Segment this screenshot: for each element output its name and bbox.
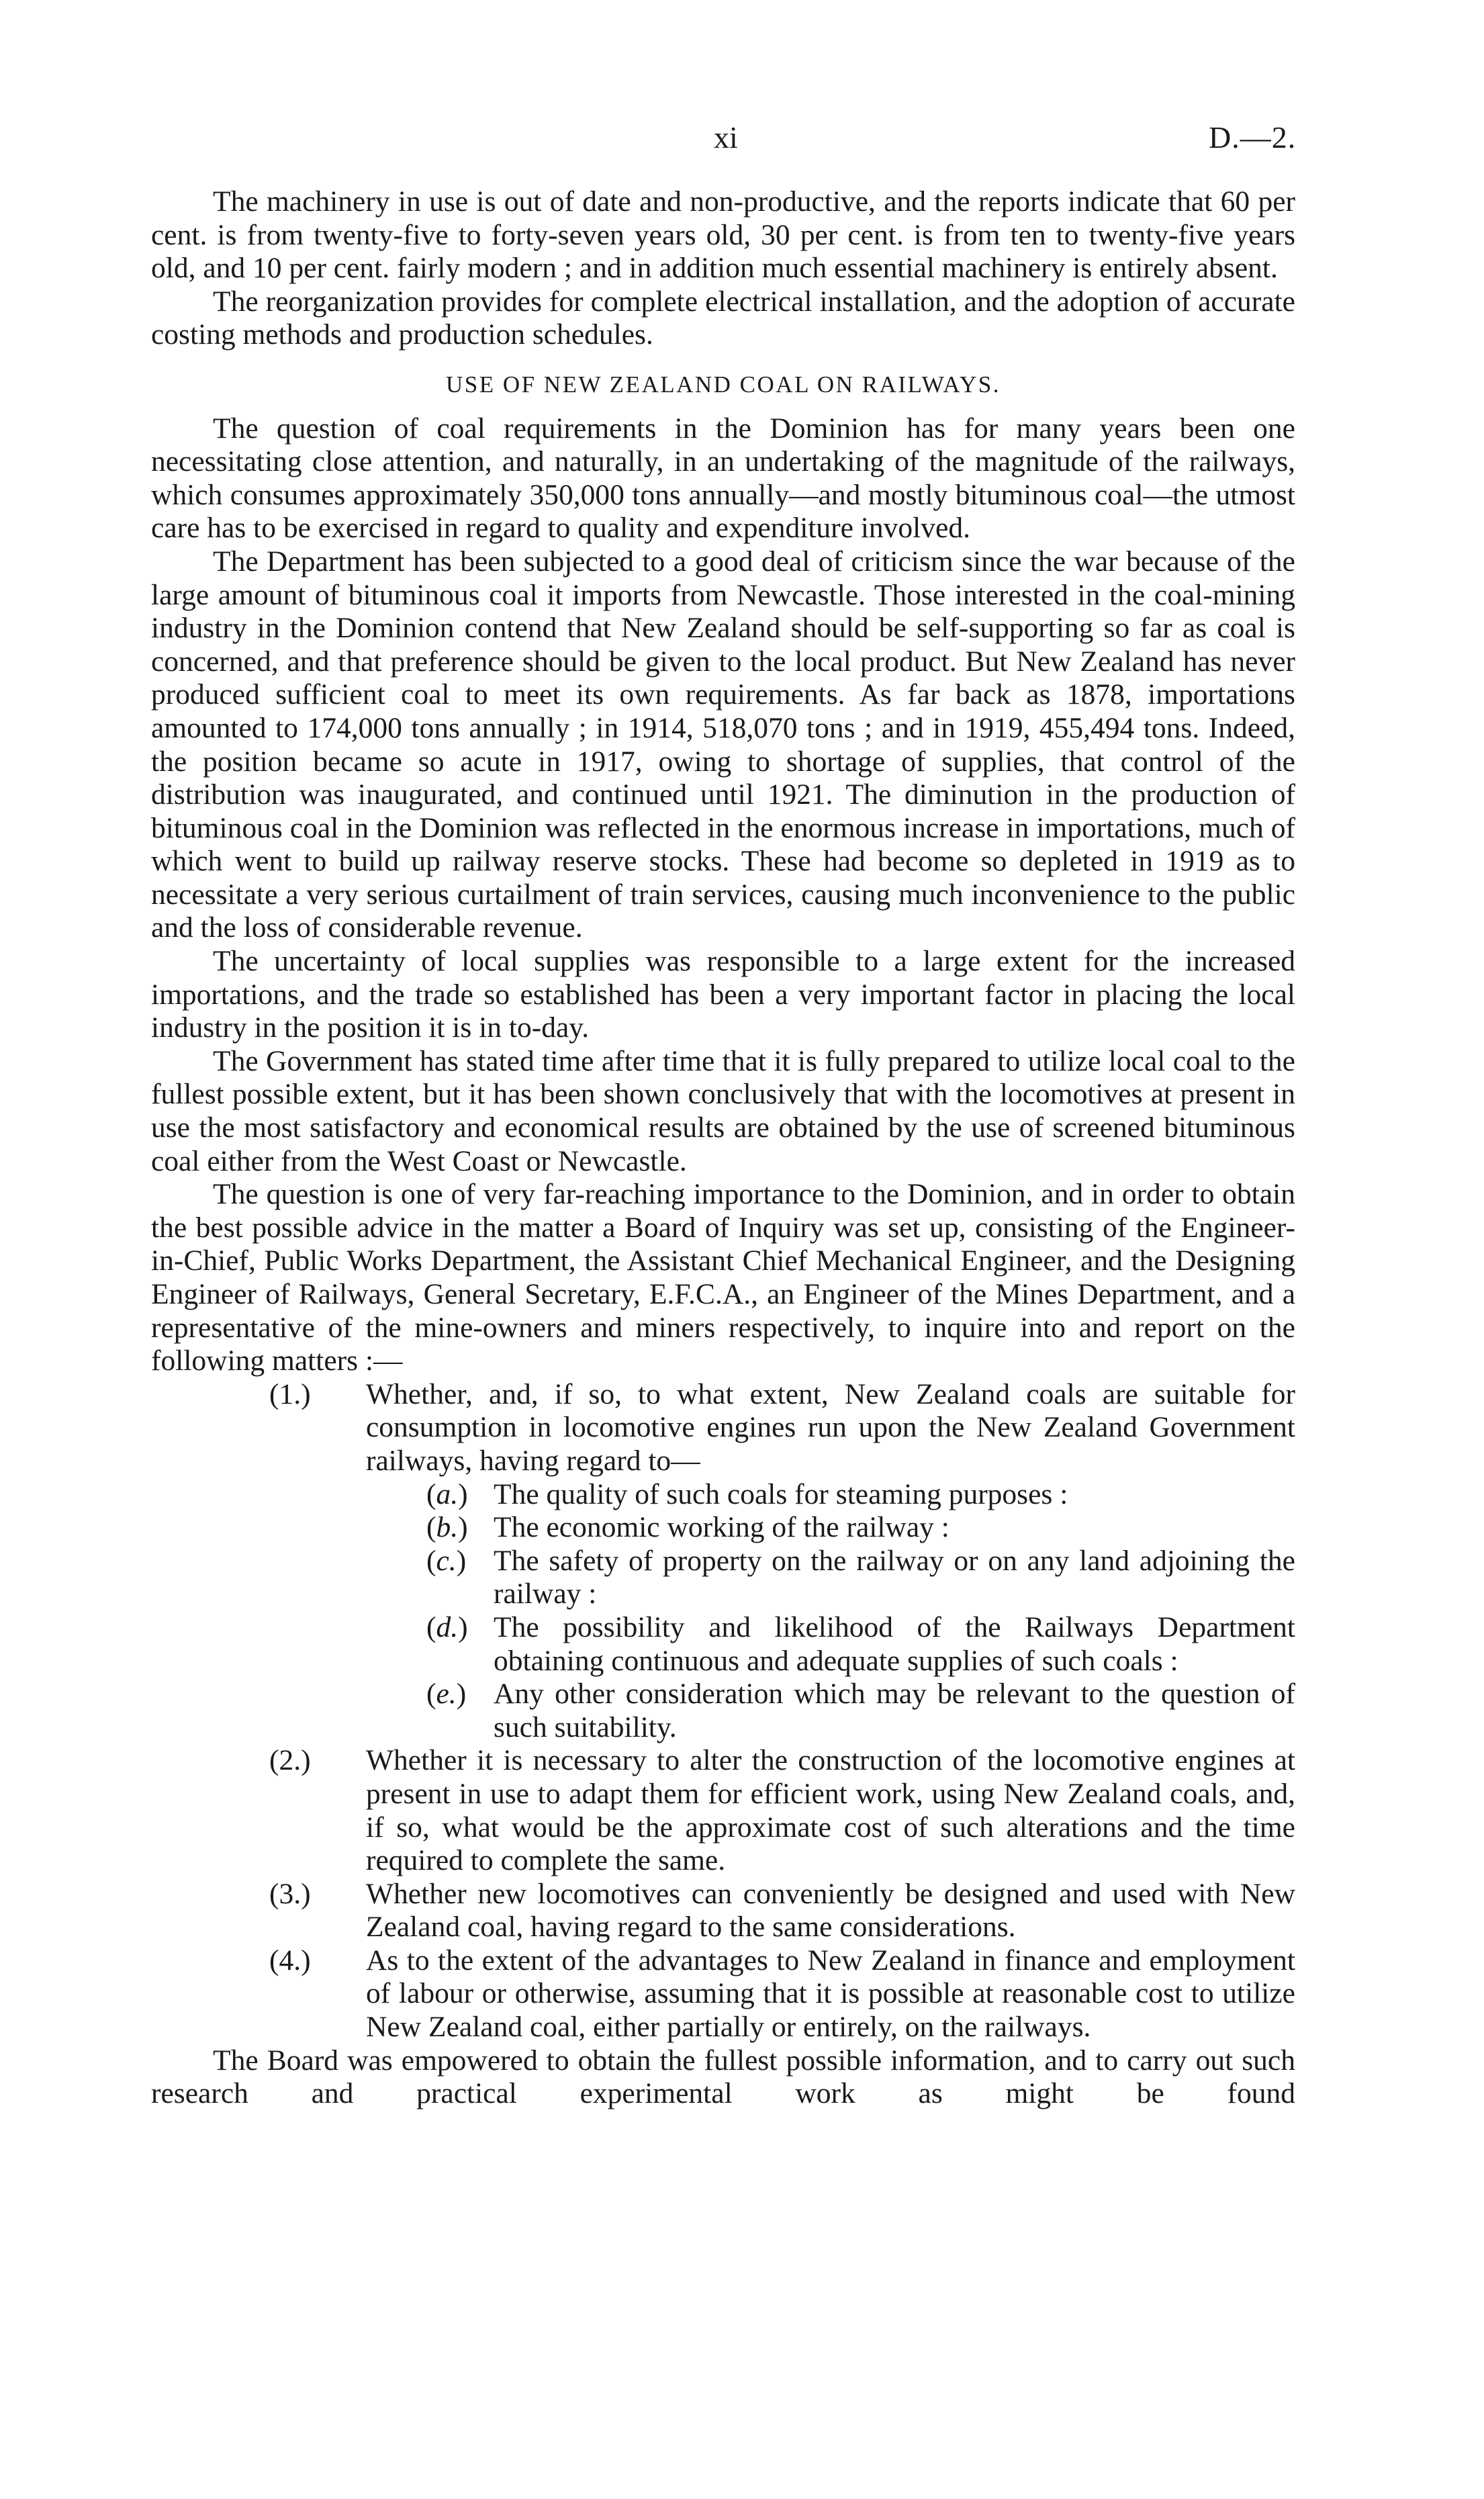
sub-matter-text: The economic working of the railway : bbox=[494, 1511, 949, 1544]
paragraph-reorganization: The reorganization provides for complete electrical installation, and the adoption of accurate costing methods and production schedules. bbox=[151, 285, 1295, 351]
matter-marker: (1.) bbox=[269, 1377, 311, 1410]
paragraph-government: The Government has stated time after time that it is fully prepared to utilize local coal to the fullest possible extent, but it has been shown conclusively that with the locomotives at present in use the most satisfactory and economical results are obtained by the use of screened bituminous coal either from the West Coast or Newcastle. bbox=[151, 1044, 1295, 1177]
paragraph-board-of-inquiry: The question is one of very far-reaching importance to the Dominion, and in order to obtain the best possible advice in the matter a Board of Inquiry was set up, consisting of the Engineer-in-Chief, Public Works Department, the Assistant Chief Mechanical Engineer, and the Designing Engineer of Railways, General Secretary, E.F.C.A., an Engineer of the Mines Department, and a representative of the mine-owners and miners respectively, to inquire into and report on the following matters :— bbox=[151, 1178, 1295, 1377]
paragraph-machinery: The machinery in use is out of date and non-productive, and the reports indicate that 60 per cent. is from twenty-five to forty-seven years old, 30 per cent. is from ten to twenty-five years old, and 10 per cent. fairly modern ; and in addition much essential machinery is entirely absent. bbox=[151, 185, 1295, 285]
sub-matter-text: The safety of property on the railway or on any land adjoining the railway : bbox=[494, 1544, 1295, 1610]
sub-matter-marker: (c.) bbox=[426, 1544, 467, 1577]
sub-matter-marker: (e.) bbox=[426, 1678, 467, 1711]
paragraph-board-empowered: The Board was empowered to obtain the fullest possible information, and to carry out such research and practical experimental work as might be found bbox=[151, 2044, 1295, 2110]
sub-matter-marker: (b.) bbox=[426, 1511, 468, 1544]
sub-matter-marker: (d.) bbox=[426, 1610, 468, 1643]
matter-marker: (4.) bbox=[269, 1944, 311, 1977]
matter-text: Whether new locomotives can conveniently be designed and used with New Zealand coal, having regard to the same considerations. bbox=[366, 1877, 1295, 1944]
matter-item bbox=[151, 1944, 1295, 2044]
sub-matter-item bbox=[151, 1511, 1295, 1545]
matter-marker: (3.) bbox=[269, 1877, 311, 1910]
paragraph-uncertainty: The uncertainty of local supplies was responsible to a large extent for the increased importations, and the trade so established has been a very important factor in placing the local industry in the position it is in to-day. bbox=[151, 945, 1295, 1044]
section-heading: USE OF NEW ZEALAND COAL ON RAILWAYS. bbox=[446, 371, 1001, 398]
document-body bbox=[151, 185, 1295, 2111]
matter-marker: (2.) bbox=[269, 1744, 311, 1777]
matter-item bbox=[151, 1878, 1295, 1944]
paragraph-coal-requirements: The question of coal requirements in the Dominion has for many years been one necessitating close attention, and naturally, in an undertaking of the magnitude of the railways, which consumes approximately 350,000 tons annually—and mostly bituminous coal—the utmost care has to be exercised in regard to quality and expenditure involved. bbox=[151, 412, 1295, 545]
page-number: xi bbox=[714, 120, 738, 154]
sub-matter-marker: (a.) bbox=[426, 1478, 468, 1510]
sub-matter-text: The possibility and likelihood of the Railways Department obtaining continuous and adequate supplies of such coals : bbox=[494, 1610, 1295, 1677]
matter-item bbox=[151, 1378, 1295, 1478]
sub-matter-item bbox=[151, 1545, 1295, 1611]
sub-matter-text: The quality of such coals for steaming purposes : bbox=[494, 1478, 1068, 1510]
matter-text: Whether it is necessary to alter the construction of the locomotive engines at present in use to adapt them for efficient work, using New Zealand coals, and, if so, what would be the approximate cost of such alterations and the time required to complete the same. bbox=[366, 1744, 1295, 1877]
matter-text: Whether, and, if so, to what extent, New Zealand coals are suitable for consumption in locomotive engines run upon the New Zealand Government railways, having regard to— bbox=[366, 1377, 1295, 1477]
document-reference: D.—2. bbox=[1209, 120, 1297, 154]
matter-text: As to the extent of the advantages to New Zealand in finance and employment of labour or otherwise, assuming that it is possible at reasonable cost to utilize New Zealand coal, either partially or entirely, on the railways. bbox=[366, 1944, 1295, 2044]
sub-matter-text: Any other consideration which may be relevant to the question of such suitability. bbox=[494, 1678, 1295, 1743]
matter-item bbox=[151, 1744, 1295, 1877]
page-header bbox=[0, 120, 1484, 160]
paragraph-criticism: The Department has been subjected to a good deal of criticism since the war because of the large amount of bituminous coal it imports from Newcastle. Those interested in the coal-mining industry in the Dominion contend that New Zealand should be self-supporting so far as coal is concerned, and that preference should be given to the local product. But New Zealand has never produced sufficient coal to meet its own requirements. As far back as 1878, importations amounted to 174,000 tons annually ; in 1914, 518,070 tons ; and in 1919, 455,494 tons. Indeed, the position became so acute in 1917, owing to shortage of supplies, that control of the distribution was inaugurated, and continued until 1921. The diminution in the production of bituminous coal in the Dominion was reflected in the enormous increase in importations, much of which went to build up railway reserve stocks. These had become so depleted in 1919 as to necessitate a very serious curtailment of train services, causing much inconvenience to the public and the loss of considerable revenue. bbox=[151, 545, 1295, 944]
sub-matter-item bbox=[151, 1678, 1295, 1744]
sub-matter-item bbox=[151, 1478, 1295, 1512]
sub-matter-item bbox=[151, 1611, 1295, 1678]
